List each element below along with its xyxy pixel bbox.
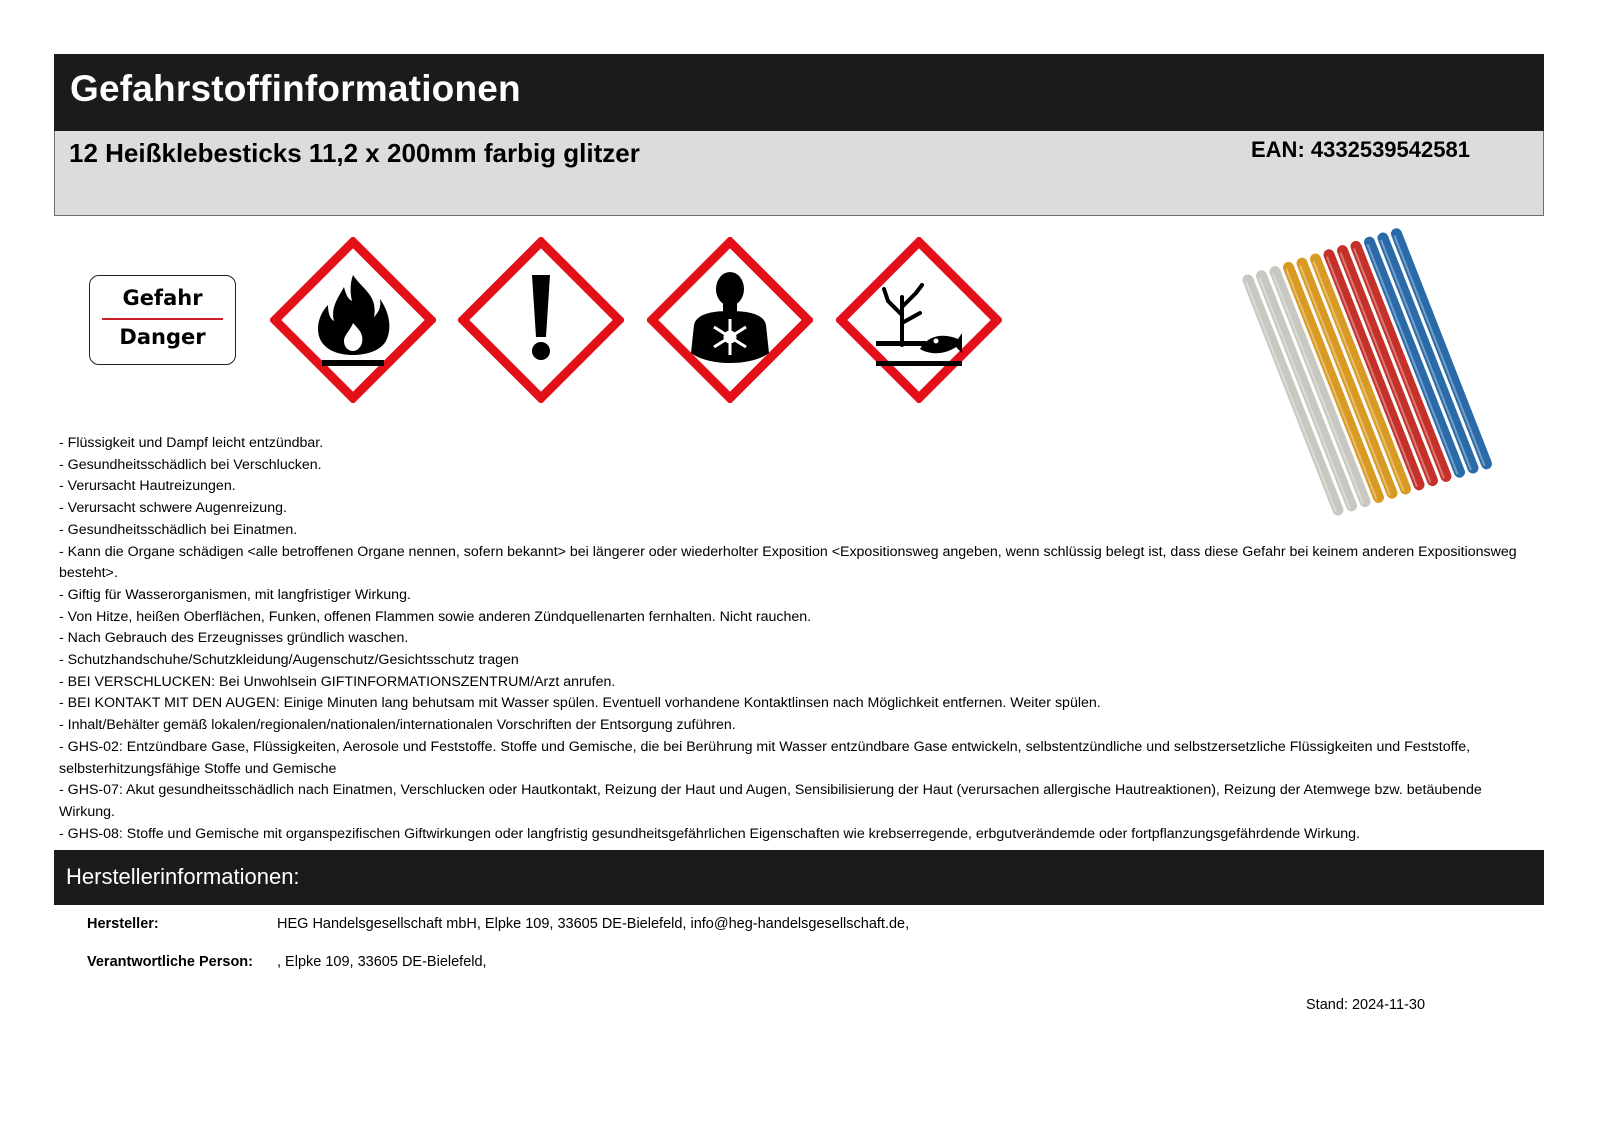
signal-word-en: Danger	[119, 325, 206, 349]
product-box	[54, 131, 1544, 216]
manufacturer-section-title: Herstellerinformationen:	[66, 864, 300, 889]
hazard-statement: - BEI VERSCHLUCKEN: Bei Unwohlsein GIFTINFORMATIONSZENTRUM/Arzt anrufen.	[59, 673, 616, 690]
ean-code: EAN: 4332539542581	[1251, 137, 1470, 162]
hazard-statement: - Kann die Organe schädigen <alle betroffenen Organe nennen, sofern bekannt> bei längerer oder wiederholter Exposition <Expositionsweg angeben, wenn schlüssig belegt ist, dass diese Gefahr bei keinem anderen Expositionsweg besteht>.	[59, 543, 1517, 582]
hazard-statement: - GHS-08: Stoffe und Gemische mit organspezifischen Giftwirkungen oder langfristig gesundheitsgefährlichen Eigenschaften wie krebserregende, erbgutverändemde oder fortpflanzungsgefährdende Wirkung.	[59, 825, 1361, 842]
hazard-statement: - Gesundheitsschädlich bei Einatmen.	[59, 521, 298, 538]
hazard-statement: - BEI KONTAKT MIT DEN AUGEN: Einige Minuten lang behutsam mit Wasser spülen. Eventuell vorhandene Kontaktlinsen nach Möglichkeit entfernen. Weiter spülen.	[59, 695, 1101, 712]
product-name: 12 Heißklebesticks 11,2 x 200mm farbig glitzer	[69, 138, 640, 168]
hazard-statement: - Inhalt/Behälter gemäß lokalen/regionalen/nationalen/internationalen Vorschriften der Entsorgung zuführen.	[59, 717, 736, 734]
responsible-person-label: Verantwortliche Person:	[87, 954, 253, 970]
signal-word-de: Gefahr	[122, 286, 203, 310]
title-bar	[54, 54, 1544, 131]
hazard-statement: - Flüssigkeit und Dampf leicht entzündbar.	[59, 435, 324, 451]
hazard-statement: - GHS-02: Entzündbare Gase, Flüssigkeiten, Aerosole und Feststoffe. Stoffe und Gemische, die bei Berührung mit Wasser entzündbare Gase entwickeln, selbstentzündliche und selbstzersetzliche Flüssigkeiten und Feststoffe, selbsterhitzungsfähige Stoffe und Gemische	[59, 738, 1471, 777]
hazard-statement: - Gesundheitsschädlich bei Verschlucken.	[59, 456, 322, 473]
hazard-statement: - GHS-07: Akut gesundheitsschädlich nach Einatmen, Verschlucken oder Hautkontakt, Reizung der Haut und Augen, Sensibilisierung der Haut (verursachen allergische Hautreaktionen), Reizung der Atemwege bzw. betäubende Wirkung.	[59, 782, 1482, 820]
health-hazard-icon	[647, 237, 813, 403]
hazard-statement: - Verursacht Hautreizungen.	[59, 478, 236, 495]
hazard-statement: - Nach Gebrauch des Erzeugnisses gründlich waschen.	[59, 630, 409, 647]
manufacturer-bar	[54, 850, 1544, 905]
signal-word-box	[89, 275, 236, 365]
environment-icon	[836, 237, 1002, 403]
manufacturer-label: Hersteller:	[87, 916, 159, 932]
flame-icon	[270, 237, 436, 403]
hazard-statements	[59, 433, 1529, 850]
hazard-statement: - Von Hitze, heißen Oberflächen, Funken, offenen Flammen sowie anderen Zündquellenarten fernhalten. Nicht rauchen.	[59, 608, 812, 625]
hazard-statement: - Giftig für Wasserorganismen, mit langfristiger Wirkung.	[59, 586, 411, 603]
signal-divider	[102, 318, 223, 320]
manufacturer-value: HEG Handelsgesellschaft mbH, Elpke 109, 33605 DE-Bielefeld, info@heg-handelsgesellschaft.de,	[277, 916, 910, 932]
hazard-statement: - Verursacht schwere Augenreizung.	[59, 500, 287, 517]
exclamation-mark-icon	[458, 237, 624, 403]
stand-date: Stand: 2024-11-30	[1306, 997, 1426, 1013]
hazard-statement: - Schutzhandschuhe/Schutzkleidung/Augenschutz/Gesichtsschutz tragen	[59, 652, 519, 669]
page-title: Gefahrstoffinformationen	[70, 68, 521, 109]
responsible-person-value: , Elpke 109, 33605 DE-Bielefeld,	[277, 954, 487, 970]
